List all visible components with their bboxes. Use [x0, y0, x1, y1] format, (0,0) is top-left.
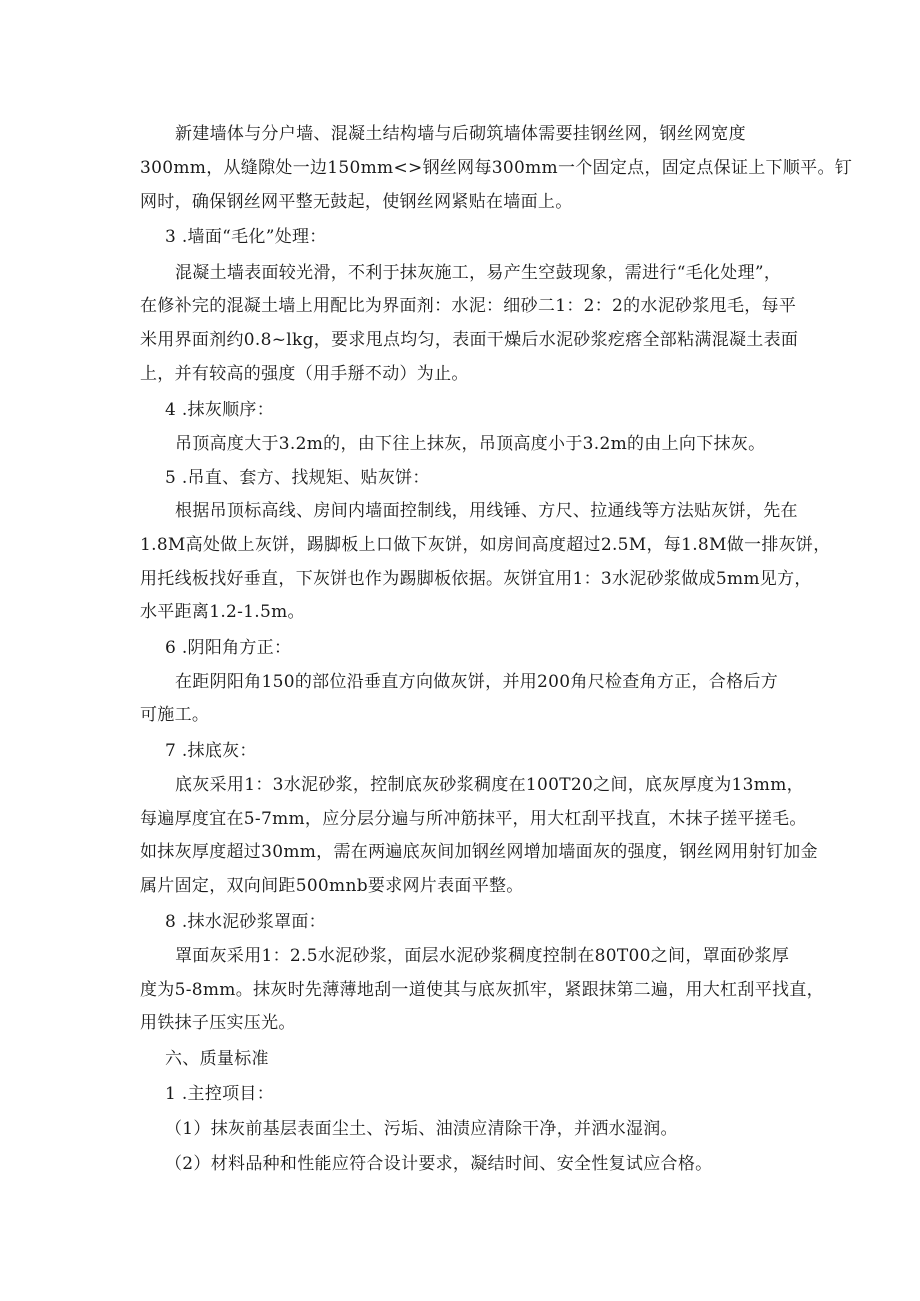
paragraph-line: 属片固定，双向间距500mnb要求网片表面平整。	[140, 876, 524, 896]
paragraph-line: 用铁抹子压实压光。	[140, 1013, 296, 1033]
section-heading: 六、质量标准	[165, 1049, 269, 1069]
section-heading: 1 .主控项目：	[165, 1084, 275, 1104]
section-heading: 6 .阴阳角方正：	[165, 638, 292, 658]
paragraph-line: 米用界面剂约0.8~lkg，要求甩点均匀，表面干燥后水泥砂浆疙瘩全部粘满混凝土表面	[140, 330, 799, 350]
paragraph-line: 度为5-8mm。抹灰时先薄薄地刮一道使其与底灰抓牢，紧跟抹第二遍，用大杠刮平找直，	[140, 980, 824, 1000]
paragraph-line: 可施工。	[140, 705, 210, 725]
paragraph-line: 新建墙体与分户墙、混凝土结构墙与后砌筑墙体需要挂钢丝网，钢丝网宽度	[175, 124, 746, 144]
paragraph-line: 每遍厚度宜在5-7mm，应分层分遍与所冲筋抹平，用大杠刮平找直，木抹子搓平搓毛。	[140, 809, 807, 829]
paragraph-line: 300mm，从缝隙处一边150mm<>钢丝网每300mm一个固定点，固定点保证上下顺平。钉	[140, 158, 853, 178]
paragraph-line: 水平距离1.2-1.5m。	[140, 602, 305, 622]
section-heading: 5 .吊直、套方、找规矩、贴灰饼：	[165, 468, 430, 488]
paragraph-line: 1.8M高处做上灰饼，踢脚板上口做下灰饼，如房间高度超过2.5M，每1.8M做一排灰饼，	[140, 535, 831, 555]
paragraph-line: 在距阴阳角150的部位沿垂直方向做灰饼，并用200角尺检查角方正，合格后方	[175, 672, 778, 692]
paragraph-line: 网时，确保钢丝网平整无鼓起，使钢丝网紧贴在墙面上。	[140, 192, 573, 212]
section-heading: 3 .墙面“毛化”处理：	[165, 227, 327, 247]
list-item: （1）抹灰前基层表面尘土、污垢、油渍应清除干净，并洒水湿润。	[165, 1119, 678, 1139]
list-item: （2）材料品种和性能应符合设计要求，凝结时间、安全性复试应合格。	[165, 1154, 713, 1174]
paragraph-line: 底灰采用1：3水泥砂浆，控制底灰砂浆稠度在100T20之间，底灰厚度为13mm，	[175, 775, 804, 795]
paragraph-line: 根据吊顶标高线、房间内墙面控制线，用线锤、方尺、拉通线等方法贴灰饼，先在	[175, 501, 798, 521]
paragraph-line: 上，并有较高的强度（用手掰不动）为止。	[140, 364, 469, 384]
paragraph-line: 用托线板找好垂直，下灰饼也作为踢脚板依据。灰饼宜用1：3水泥砂浆做成5mm见方，	[140, 569, 812, 589]
paragraph-line: 混凝土墙表面较光滑，不利于抹灰施工，易产生空鼓现象，需进行“毛化处理”，	[175, 263, 782, 283]
paragraph-line: 在修补完的混凝土墙上用配比为界面剂：水泥：细砂二1：2：2的水泥砂浆甩毛，每平	[140, 296, 797, 316]
paragraph-line: 罩面灰采用1：2.5水泥砂浆，面层水泥砂浆稠度控制在80T00之间，罩面砂浆厚	[175, 946, 790, 966]
section-heading: 7 .抹底灰：	[165, 741, 257, 761]
section-heading: 4 .抹灰顺序：	[165, 400, 275, 420]
section-heading: 8 .抹水泥砂浆罩面：	[165, 912, 326, 932]
paragraph-line: 如抹灰厚度超过30mm，需在两遍底灰间加钢丝网增加墙面灰的强度，钢丝网用射钉加金	[140, 842, 818, 862]
paragraph-line: 吊顶高度大于3.2m的，由下往上抹灰，吊顶高度小于3.2m的由上向下抹灰。	[175, 434, 766, 454]
